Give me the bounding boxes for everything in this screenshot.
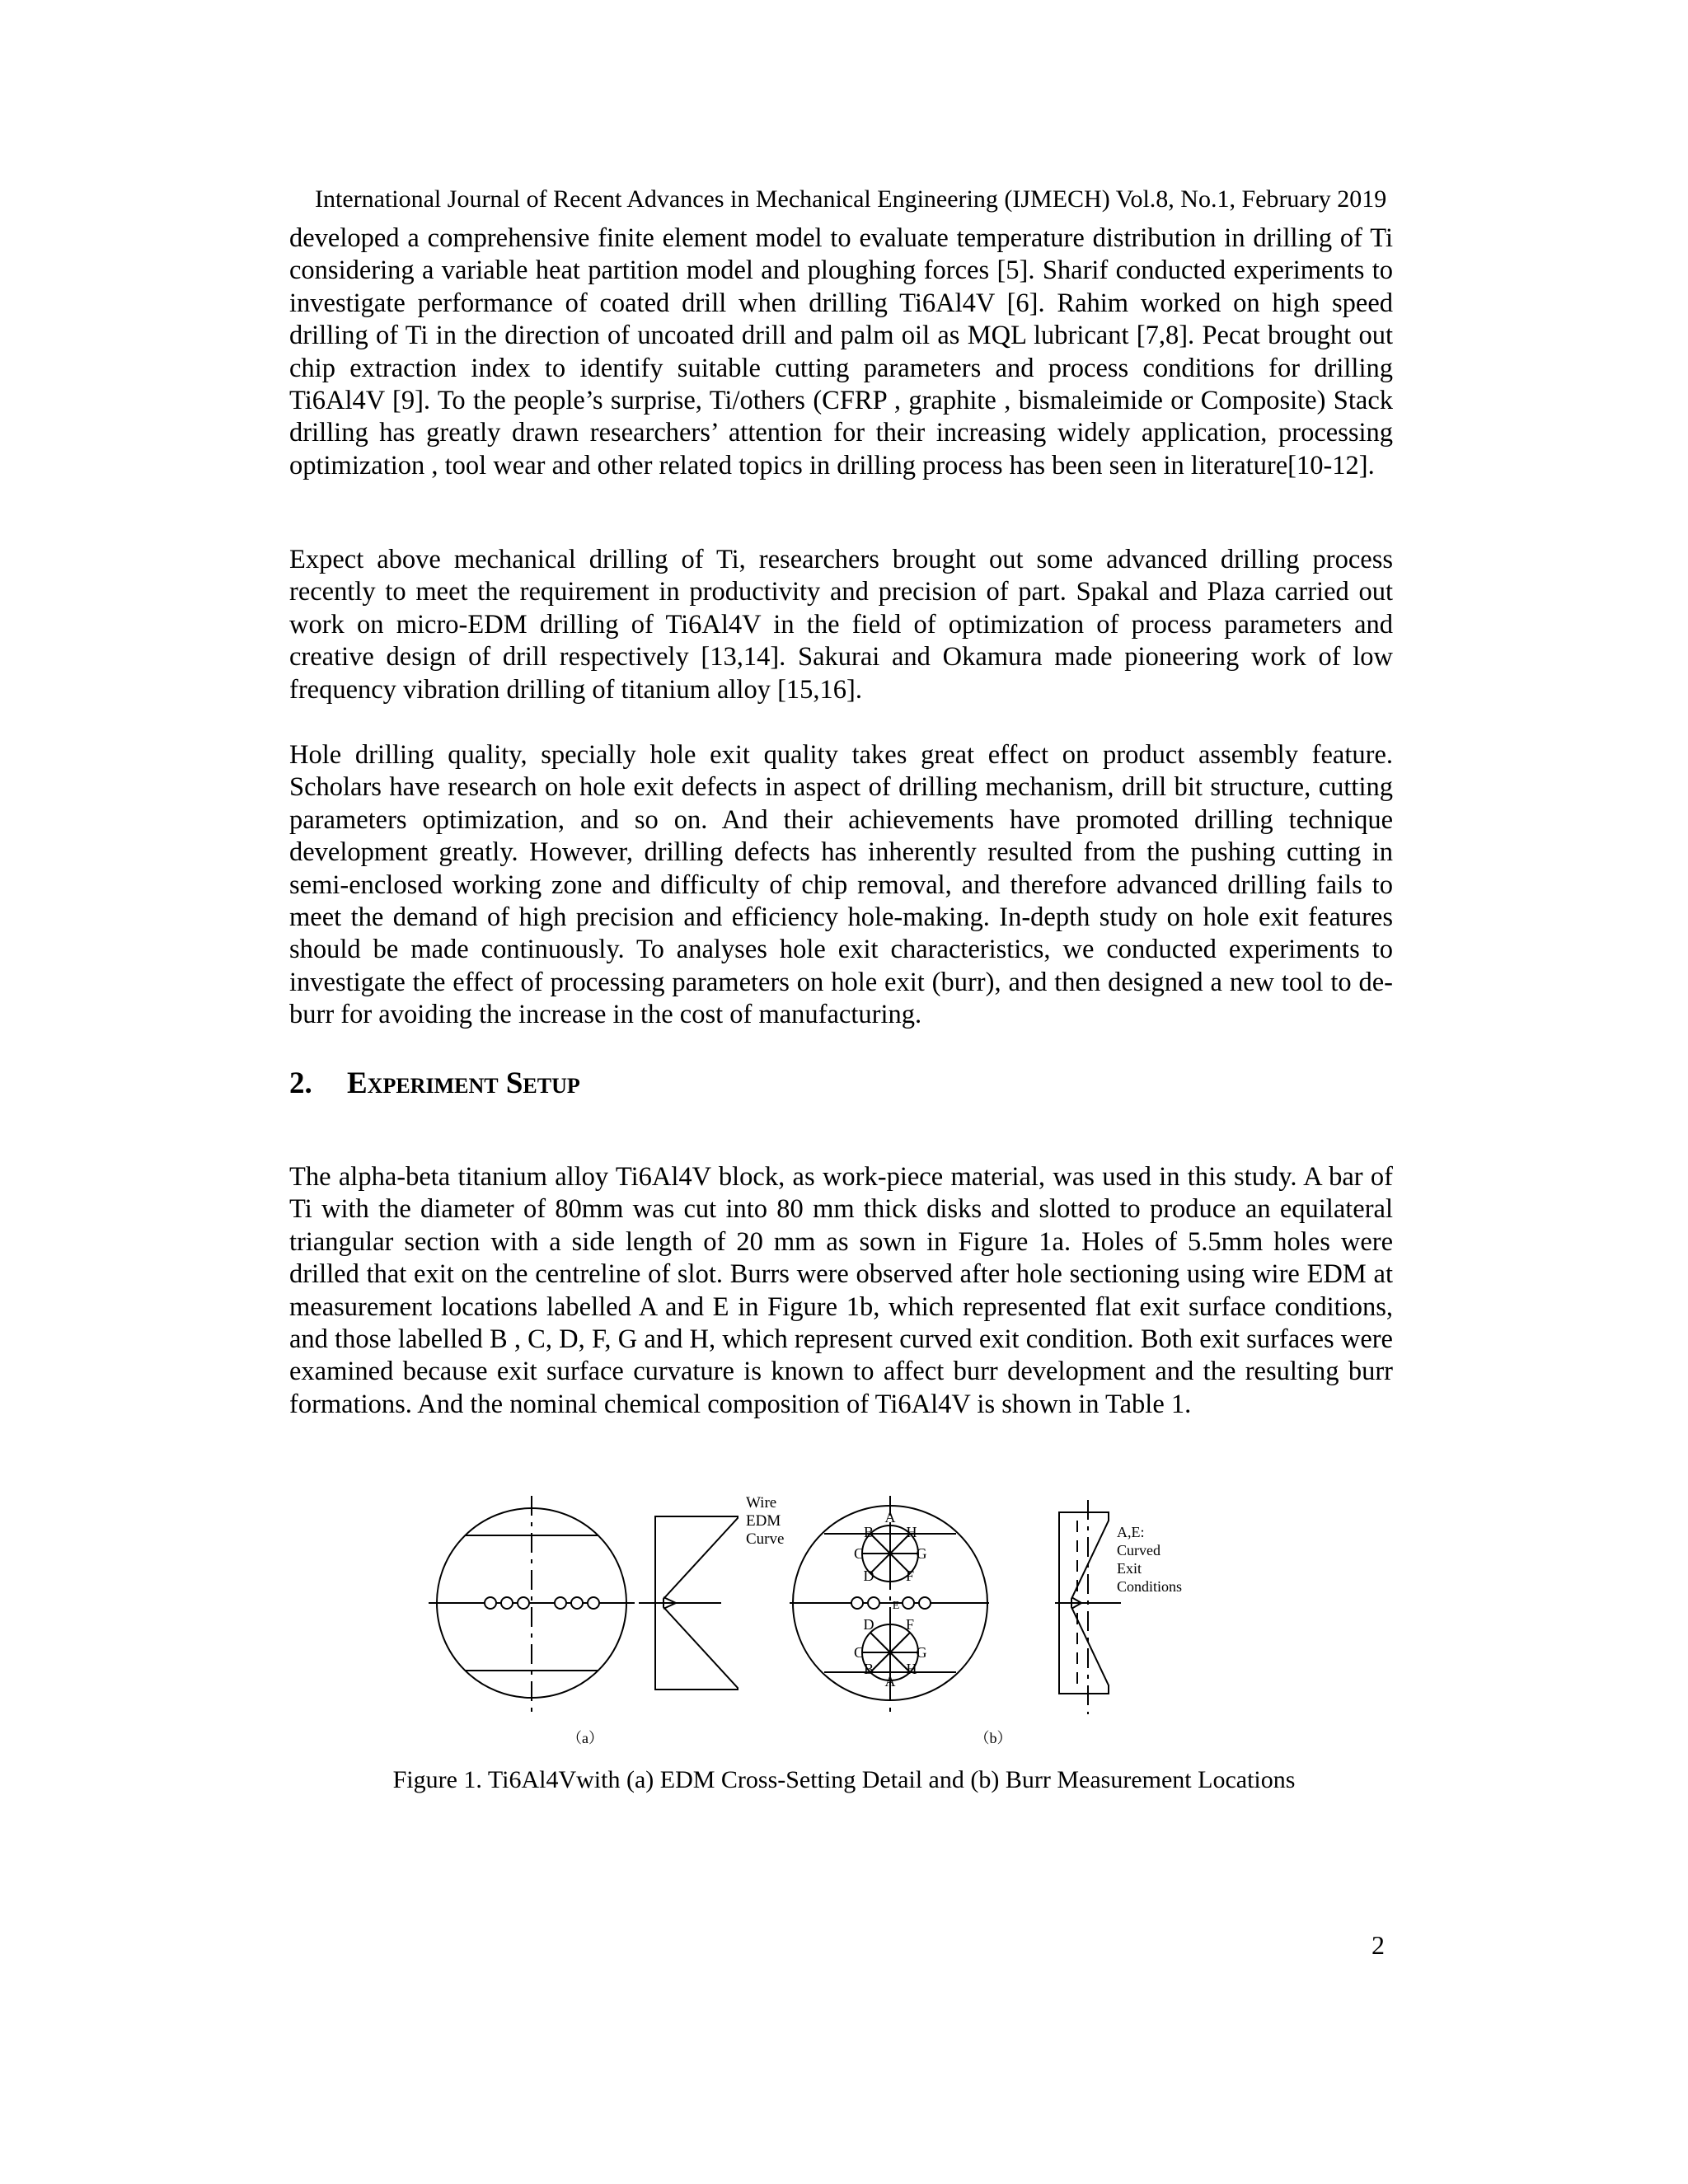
annotation-b-line3: Exit [1117, 1560, 1142, 1577]
label-h-bottom: H [906, 1661, 917, 1677]
figure-1 [429, 1496, 1269, 1760]
label-h-top: H [906, 1524, 917, 1540]
label-d-bottom: D [863, 1616, 874, 1633]
section-title: Experiment Setup [347, 1066, 580, 1100]
figure-a-annotation [746, 1496, 784, 1548]
figure-b-annotation [1117, 1524, 1182, 1595]
paragraph-experiment-setup: The alpha-beta titanium alloy Ti6Al4V block, as work-piece material, was used in this study. A bar of Ti with the diameter of 80mm was cut into 80 mm thick disks and slotted to produce an equilateral triangular section with a side length of 20 mm as sown in Figure 1a. Holes of 5.5mm holes were drilled that exit on the centreline of slot. Burrs were observed after hole sectioning using wire EDM at measurement locations labelled A and E in Figure 1b, which represented flat exit surface conditions, and those labelled B , C, D, F, G and H, which represent curved exit condition. Both exit surfaces were examined because exit surface curvature is known to affect burr development and the resulting burr formations. And the nominal chemical composition of Ti6Al4V is shown in Table 1. [289, 1162, 1393, 1419]
figure-caption: Figure 1. Ti6Al4Vwith (a) EDM Cross-Setting Detail and (b) Burr Measurement Locations [392, 1766, 1296, 1793]
running-header: International Journal of Recent Advances in Mechanical Engineering (IJMECH) Vol.8, No.1, February 2019 [315, 185, 1387, 213]
annotation-a-line1: Wire [746, 1496, 777, 1511]
page-number: 2 [1372, 1930, 1385, 1960]
paragraph-hole-exit-quality: Hole drilling quality, specially hole exit quality takes great effect on product assembly feature. Scholars have research on hole exit defects in aspect of drilling mechanism, drill bit structure, cutting parameters optimization, and so on. And their achievements have promoted drilling technique development greatly. However, drilling defects has inherently resulted from the pushing cutting in semi-enclosed working zone and difficulty of chip removal, and therefore advanced drilling fails to meet the demand of high precision and efficiency hole-making. In-depth study on hole exit features should be made continuously. To analyses hole exit characteristics, we conducted experiments to investigate the effect of processing parameters on hole exit (burr), and then designed a new tool to de-burr for avoiding the increase in the cost of manufacturing. [289, 740, 1393, 1030]
label-f-bottom: F [905, 1616, 915, 1633]
label-f-top: F [905, 1568, 915, 1584]
figure-1-drawing [429, 1496, 1269, 1760]
paragraph-advanced-drilling: Expect above mechanical drilling of Ti, researchers brought out some advanced drilling process recently to meet the requirement in productivity and precision of part. Spakal and Plaza carried out work on micro-EDM drilling of Ti6Al4V in the field of optimization of process parameters and creative design of drill respectively [13,14]. Sakurai and Okamura made pioneering work of low frequency vibration drilling of titanium alloy [15,16]. [289, 545, 1393, 705]
label-b-top: B [863, 1524, 874, 1540]
label-e: E [892, 1600, 900, 1612]
figure-a-disk [429, 1496, 635, 1712]
label-g-bottom: G [916, 1644, 927, 1661]
label-c-bottom: C [853, 1644, 865, 1661]
label-b-bottom: B [863, 1661, 874, 1677]
annotation-b-line4: Conditions [1117, 1578, 1183, 1595]
annotation-a-line2: EDM [746, 1512, 781, 1530]
label-g-top: G [916, 1545, 927, 1562]
figure-a-side-section [639, 1516, 738, 1690]
annotation-b-line1: A,E: [1117, 1524, 1145, 1540]
section-number: 2. [289, 1066, 312, 1100]
annotation-a-line3: Curve [746, 1530, 785, 1548]
paragraph-intro-continued: developed a comprehensive finite element model to evaluate temperature distribution in drilling of Ti considering a variable heat partition model and ploughing forces [5]. Sharif conducted experiments to investigate performance of coated drill when drilling Ti6Al4V [6]. Rahim worked on high speed drilling of Ti in the direction of uncoated drill and palm oil as MQL lubricant [7,8]. Pecat brought out chip extraction index to identify suitable cutting parameters and process conditions for drilling Ti6Al4V [9]. To the people’s surprise, Ti/others (CFRP , graphite , bismaleimide or Composite) Stack drilling has greatly drawn researchers’ attention for their increasing widely application, processing optimization , tool wear and other related topics in drilling process has been seen in literature[10-12]. [289, 223, 1393, 480]
figure-b-side-section [1055, 1500, 1121, 1714]
annotation-b-line2: Curved [1117, 1542, 1160, 1558]
label-c-top: C [853, 1545, 865, 1562]
subcaption-b: （b） [974, 1730, 1012, 1746]
label-a-bottom: A [884, 1673, 896, 1690]
label-d-top: D [863, 1568, 874, 1584]
section-heading [289, 1063, 580, 1104]
label-a-top: A [884, 1509, 896, 1526]
subcaption-a: （a） [567, 1730, 603, 1746]
